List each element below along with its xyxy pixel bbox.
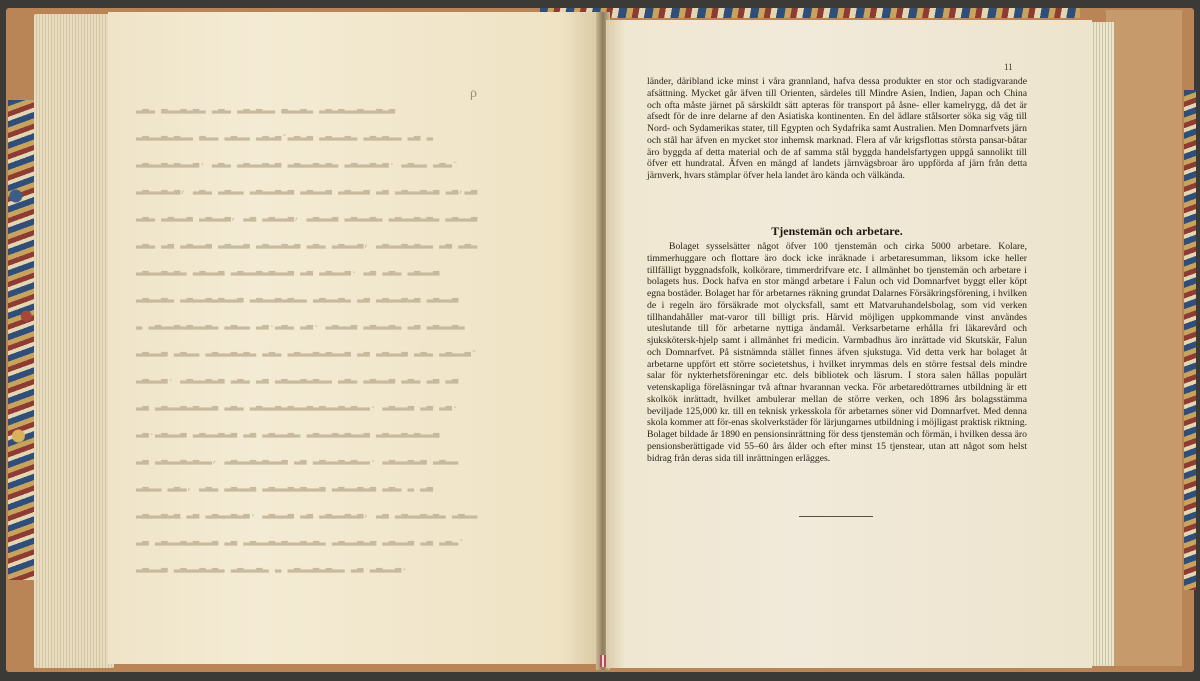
page-number: 11 bbox=[1004, 62, 1013, 72]
marbled-endpaper-right bbox=[1184, 90, 1196, 590]
paragraph-export-markets bbox=[647, 76, 1027, 182]
marbled-edge-top bbox=[540, 8, 1080, 18]
section-heading: Tjenstemän och arbetare. bbox=[771, 224, 903, 238]
marbled-endpaper-left bbox=[8, 100, 34, 580]
pencil-mark: ρ bbox=[470, 86, 477, 101]
page-edges-left bbox=[34, 14, 114, 668]
show-through-text: ▂▃▂ ▃▂▂▃▂▃▂ ▂▃▂ ▂▃▂▃▂▂ ▃▂▂▃▂ ▂▃▂▃▂▂▃▂▂▃▂▃ ▂▃▂▂▃▂▃▂▂ ▃▂▂ ▂▃▂▂ ▂▃▂▃-▂▃▂▃ ▂▃▂▂▃▂ ▂▃▂▃▂▂ ▂▃ ▂ ▂▃▂▂▃▂▃▂▂▃. ▂▃▂ ▂▃▂▂▃▂▃ ▂▃▂▂▃▂▃▂ ▂▃▂▂▃▂▃. ▂▃▂▂ ▂▃▂- ▂▃▂▂▃▂▃, ▂▃▂ ▂▃▂▂ ▂▃▂▂▃▂▃ ▂▃▂▂▃ ▂▃▂▂▃ ▂▃ ▂▃▂▂▃▂▃ ▂▃,▂▃ ▂▃▂ ▂▃▂▂▃ ▂▃▂▂▃, ▂▃ ▂▃▂▂▃, ▂▃▂▂▃ ▂▃▂▂▃▂ ▂▃▂▂▃▂▃▂ ▂▃▂▂▃ ▂▃▂ ▂▃ ▂▃▂▂▃ ▂▃▂▂▃ ▂▃▂▂▃▂▃ ▂▃▂ ▂▃▂▂▃, ▂▃▂▂▃▂▃▂▂ ▂▃ ▂▃▂ ▂▃▂▂▃▂▃▂ ▂▃▂▂▃ ▂▃▂▂▃▂▃▂▂▃ ▂▃ ▂▃▂▂▃. ▂▃ ▂▃▂ ▂▃▂▂▃ ▂▃▂▂▃▂ ▂▃▂▂▃▂▃▂▂▃ ▂▃▂▂▃▂▃▂▂ ▂▃▂▂▃▂ ▂▃ ▂▃▂▂▃▂▃ ▂▃▂▂▃ ▂ ▂▃▂▂▃▂▃▂▂▃▂ ▂▃▂▂ ▂▃.▂▃▂ ▂▃. ▂▃▂▂▃ ▂▃▂▂▃▂ ▂▃ ▂▃▂▂▃▂ ▂▃▂▂▃ ▂▃▂▂ ▂▃▂▂▃▂▃▂ ▂▃▂ ▂▃▂▂▃▂▃▂▂▃ ▂▃ ▂▃▂▂▃ ▂▃▂ ▂▃▂▂▃- ▂▃▂▂▃. ▂▃▂▂▃▂▃ ▂▃▂ ▂▃ ▂▃▂▂▃▂▃▂▂ ▂▃▂ ▂▃▂▂▃ ▂▃▂ ▂▃ ▂▃ ▂▃ ▂▃▂▂▃▂▃▂▂▃ ▂▃▂ ▂▃▂▂▃▂▃▂▂▃▂▃▂▂▃▂▃▂▂. ▂▃▂▂▃ ▂▃ ▂▃. ▂▃.▂▃▂▂▃ ▂▃▂▂▃▂▃ ▂▃ ▂▃▂▂▃▂ ▂▃▂▂▃▂▃▂▂▃ ▂▃▂▂▃▂▃▂▂▃ ▂▃ ▂▃▂▂▃▂▃▂▂, ▂▃▂▂▃▂▃▂▂▃ ▂▃ ▂▃▂▂▃▂▃▂▂. ▂▃▂▂▃▂▃ ▂▃▂▂ ▂▃▂▂ ▂▃▂, ▂▃▂ ▂▃▂▂▃ ▂▃▂▂▃▂▃▂▂▃ ▂▃▂▂▃▂▃ ▂▃▂ ▂ ▂▃ ▂▃▂▂▃▂▃ ▂▃ ▂▃▂▂▃▂▃. ▂▃▂▂▃ ▂▃ ▂▃▂▂▃▂▃, ▂▃ ▂▃▂▂▃▂▃▂ ▂▃▂▂ ▂▃ ▂▃▂▂▃▂▃▂▂▃ ▂▃ ▂▃▂▂▃▂▃▂▂▃▂▃▂ ▂▃▂▂▃▂▃ ▂▃▂▂▃ ▂▃ ▂▃▂- ▂▃▂▂▃ ▂▃▂▂▃▂▃▂ ▂▃▂▂▃▂ ▂ ▂▃▂▂▃▂▃▂▂ ▂▃ ▂▃▂▂▃. bbox=[136, 103, 478, 574]
paragraph-2-text: Bolaget sysselsätter något öfver 100 tjenstemän och cirka 5000 arbetare. Kolare, timmerhuggare och flottare äro dock icke inräknade i arbetaresumman, liksom icke heller tillfälligt byggnadsfolk, kolkörare, timmerdrifvare etc. I allmänhet bo tjenstemän och arbetare i bolagets hus. Dock hafva en stor mängd arbetare i Falun och vid Domnarfvet byggt eller köpt egna bostäder. Bolaget har för arbetarnes räkning grundat Dalarnes Försäkringsförening, i hvilken de i regeln äro försäkrade mot olycksfall, samt ett Matvaruhandelsbolag, som vid verken tillhandahåller mat-varor till billigt pris. Härvid möjligen uppkommande vinst användes uteslutande till för arbetarne nyttiga ändamål. Verksarbetarne erhålla fri läkarevård och sjukskötersk-hjelp samt i allmänhet fri medicin. Varmbadhus äro inrättade vid Skutskär, Falun och Domnarfvet. På sistnämnda stället finnes äfven sjukstuga. Vid detta verk har bolaget åt arbetarne uppfört ett större societetshus, i hvilket inrymmas dels en större festsal dels mindre salar för nykterhetsföreningar etc. dels bibliotek och läsrum. I stora salen hållas populärt vetenskapliga föreläsningar två aftnar hvarannan vecka. För arbetaredöttrarnes utbildning är ett skolkök inrättadt, hvilket ambulerar mellan de större verken, och 1896 års bolagsstämma beviljade 125,000 kr. till en teknisk yrkesskola för arbetarnes söner vid Domnarfvet. Med denna skola kommer att för-enas skolverkstäder för lärjungarnes utbildning i möjligast praktisk riktning. Bolaget bildade år 1890 en pensionsinrättning för dess tjenstemän och förmän, i hvilken dessa äro pensionsberättigade vid 55–60 års ålder och efter minst 15 tjenstear, utan att något som helst bidrag från deras sida till inrättningen erlägges. bbox=[647, 241, 1027, 464]
paragraph-employees bbox=[647, 241, 1027, 464]
section-end-rule bbox=[799, 516, 873, 517]
cover-board-right bbox=[1106, 10, 1182, 666]
paragraph-1-text: länder, däribland icke minst i våra grannland, hafva dessa produkter en stor och stadigvarande afsättning. Mycket går äfven till Orienten, särdeles till Mindre Asien, Indien, Japan och China och ofta måste järnet på särskildt sätt apteras för transport på åsne- eller kamelrygg, då det är afsedt för de inre delarne af den Asiatiska kontinenten. En del ädlare stålsorter söka sig väg till Nord- och Sydamerikas stater, till Egypten och Sydafrika samt Australien. Men Domnarfvets järn och stål har äfven en mycket stor inhemsk marknad. Flera af vår krigsflottas största pansar-båtar äro byggda af detta material och de af samma stål byggda handelsfartygen uppgå sannolikt till öfver ett hundratal. Äfven en mängd af landets järnvägsbroar äro uppförda af järn från detta järnverk, hvars stämplar öfver hela landet äro kända och välkända. bbox=[647, 76, 1027, 181]
